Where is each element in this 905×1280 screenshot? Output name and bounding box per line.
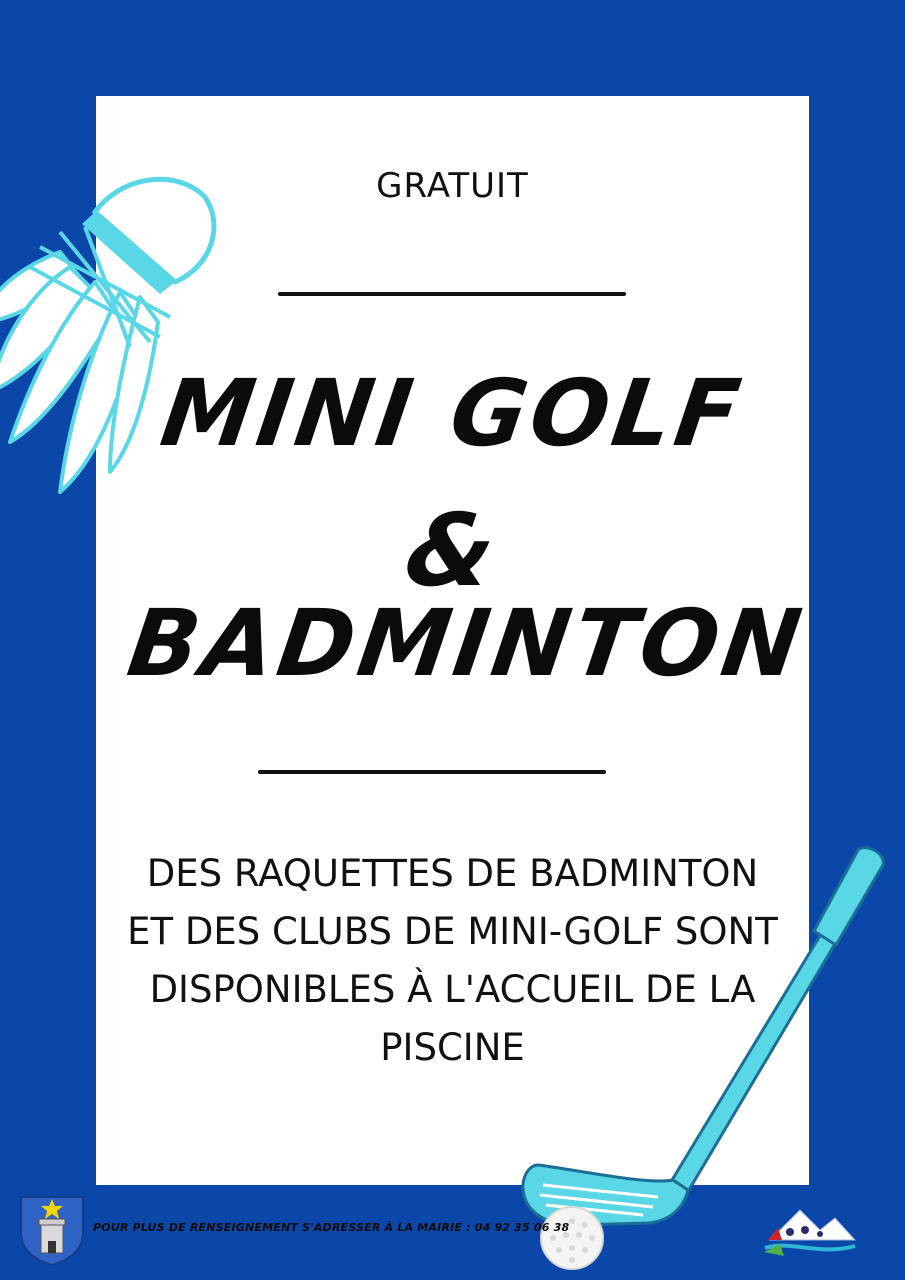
title-line-2: & — [398, 492, 507, 609]
footer-contact-text: POUR PLUS DE RENSEIGNEMENT S'ADRESSER À LA MAIRIE : 04 92 35 06 38 — [93, 1221, 570, 1234]
title-line-1: MINI GOLF — [154, 360, 751, 467]
description-line-1: DES RAQUETTES DE BADMINTON — [146, 852, 759, 895]
description-line-4: PISCINE — [380, 1026, 525, 1069]
town-crest-icon — [17, 1193, 87, 1265]
description-line-3: DISPONIBLES À L'ACCUEIL DE LA — [149, 968, 756, 1011]
top-label: GRATUIT — [376, 166, 529, 206]
golf-ball-icon — [537, 1203, 607, 1273]
title-line-3: BADMINTON — [121, 590, 812, 697]
description-line-2: ET DES CLUBS DE MINI-GOLF SONT — [127, 910, 778, 953]
partner-logo-icon — [760, 1200, 860, 1260]
divider-top — [278, 292, 626, 296]
divider-bottom — [258, 770, 606, 774]
description — [96, 845, 809, 1077]
